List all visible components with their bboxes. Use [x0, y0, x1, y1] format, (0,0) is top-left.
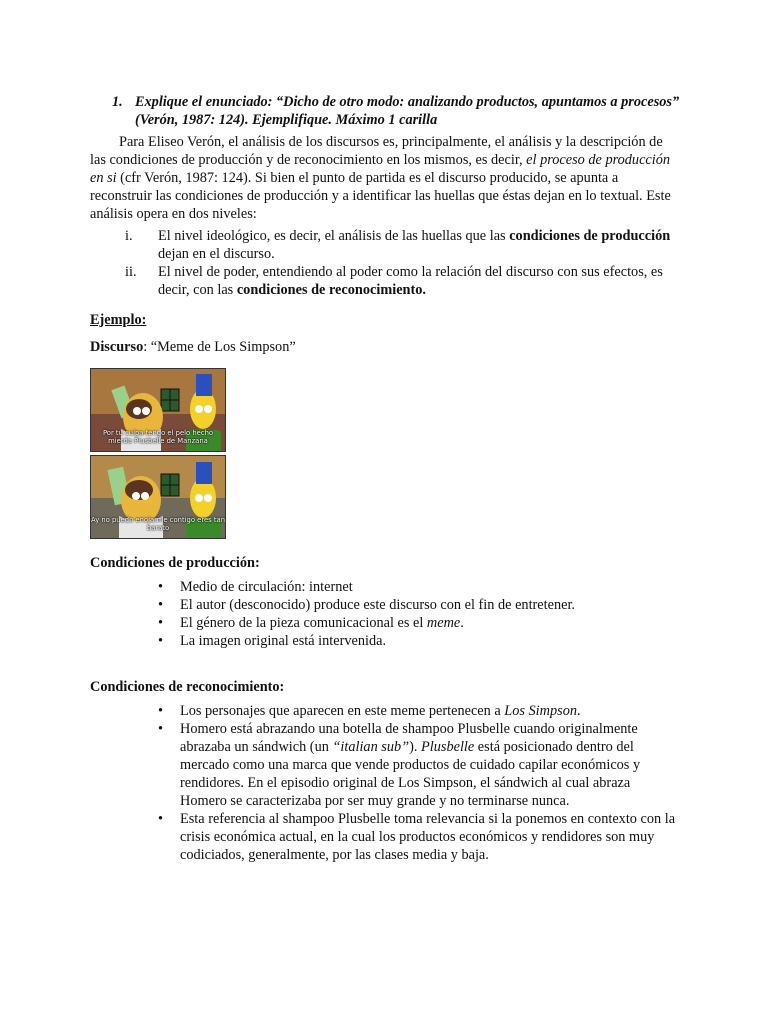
- discurso-label: Discurso: [90, 339, 144, 355]
- simpsons-meme-image: [90, 368, 226, 539]
- question-number: 1.: [112, 94, 123, 110]
- list-item: • Homero está abrazando una botella de shampoo Plusbelle cuando originalmente abrazaba un sándwich (un “italian sub”). Plusbelle está posicionado dentro del mercado como una marca que vende productos de cuidado capilar económicos y rendidores. En el episodio original de Los Simpson, el sándwich al cual abraza Homero se caracterizaba por ser muy grande y no terminarse nunca.: [90, 720, 680, 810]
- bullet: •: [158, 721, 164, 737]
- bullet: •: [158, 811, 164, 827]
- bullet: •: [158, 579, 164, 595]
- intro-paragraph: [90, 133, 680, 223]
- reconocimiento-title: Condiciones de reconocimiento:: [90, 679, 285, 695]
- level-marker: ii.: [125, 264, 137, 280]
- discurso-line: [90, 338, 680, 356]
- intro-text-1: Para Eliseo Verón, el análisis de los discursos es, principalmente, el análisis y la descripción de las condiciones de producción y de reconocimiento en los mismos, es decir,: [90, 134, 663, 168]
- discurso-value: : “Meme de Los Simpson”: [143, 339, 296, 355]
- bullet: •: [158, 597, 164, 613]
- list-item: • La imagen original está intervenida.: [90, 632, 680, 650]
- list-item: • Esta referencia al shampoo Plusbelle toma relevancia si la ponemos en contexto con la crisis económica actual, en la cual los productos económicos y rendidores son muy codiciados, generalmente, por las clases media y baja.: [90, 810, 680, 864]
- analysis-levels-list: [90, 227, 680, 299]
- list-item: • El autor (desconocido) produce este discurso con el fin de entretener.: [90, 596, 680, 614]
- meme-caption-top: Por tu culpa tengo el pelo hecho mierda Plusbelle de Manzana: [102, 429, 214, 445]
- level-item: [90, 263, 680, 299]
- meme-panel-bottom: [90, 455, 226, 539]
- bullet: •: [158, 615, 164, 631]
- list-item: • El género de la pieza comunicacional es el meme.: [90, 614, 680, 632]
- list-item: • Los personajes que aparecen en este meme pertenecen a Los Simpson.: [90, 702, 680, 720]
- bullet: •: [158, 633, 164, 649]
- level-text: El nivel ideológico, es decir, el análisis de las huellas que las condiciones de producción dejan en el discurso.: [158, 228, 671, 262]
- level-item: [90, 227, 680, 263]
- level-text: El nivel de poder, entendiendo al poder como la relación del discurso con sus efectos, es decir, con las condiciones de reconocimiento.: [158, 264, 663, 298]
- intro-italic: el proceso de producción en si: [90, 152, 671, 186]
- intro-text-2: (cfr Verón, 1987: 124). Si bien el punto de partida es el discurso producido, se apunta a reconstruir las condiciones de producción y a identificar las huellas que éstas dejan en lo textual. Este análisis opera en dos niveles:: [90, 170, 671, 222]
- meme-panel-top: [90, 368, 226, 452]
- document-page: [90, 93, 680, 864]
- produccion-list: [90, 578, 680, 650]
- meme-caption-bottom: Ay no puedo enojarme contigo eres tan barato: [91, 516, 226, 532]
- produccion-title: Condiciones de producción:: [90, 555, 260, 571]
- list-item: • Medio de circulación: internet: [90, 578, 680, 596]
- bullet: •: [158, 703, 164, 719]
- question-heading: [112, 93, 680, 129]
- question-text: Explique el enunciado: “Dicho de otro modo: analizando productos, apuntamos a procesos” (Verón, 1987: 124). Ejemplifique. Máximo 1 carilla: [135, 94, 680, 128]
- example-label: Ejemplo:: [90, 312, 147, 328]
- level-marker: i.: [125, 228, 133, 244]
- reconocimiento-list: [90, 702, 680, 864]
